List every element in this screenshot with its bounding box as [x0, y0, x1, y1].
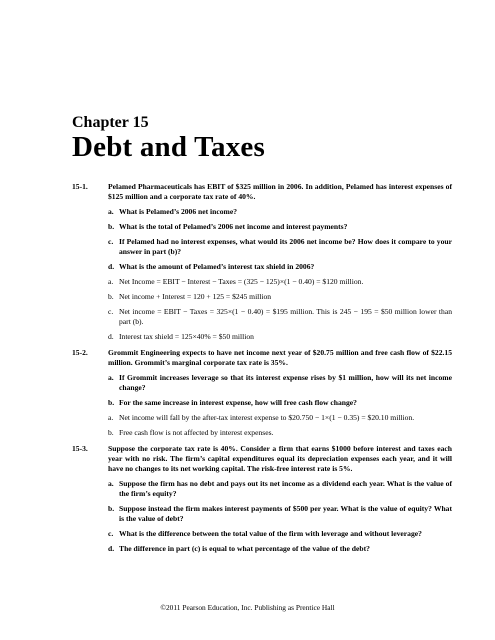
problem-statement: Pelamed Pharmaceuticals has EBIT of $325 million in 2006. In addition, Pelamed has interest expenses of $125 million and a corporate tax rate of 40%. [108, 182, 452, 202]
question-text: If Pelamed had no interest expenses, what would its 2006 net income be? How does it compare to your answer in part (b)? [119, 237, 452, 257]
question-label: d. [108, 544, 115, 554]
question [108, 529, 452, 539]
answer [108, 332, 452, 342]
answer [108, 428, 452, 438]
question-text: What is the difference between the total value of the firm with leverage and without leverage? [119, 529, 422, 539]
question-text: What is the total of Pelamed’s 2006 net income and interest payments? [119, 222, 348, 232]
question [108, 504, 452, 524]
answer-label: c. [108, 307, 114, 317]
question [108, 373, 452, 393]
question [108, 207, 452, 217]
answer-text: Net income = EBIT − Taxes = 325×(1 − 0.40) = $195 million. This is 245 − 195 = $50 million lower than part (b). [119, 307, 452, 327]
problem-statement: Grommit Engineering expects to have net income next year of $20.75 million and free cash flow of $22.15 million. Grommit’s marginal corporate tax rate is 35%. [108, 348, 452, 368]
answer-text: Free cash flow is not affected by interest expenses. [119, 428, 274, 438]
problems-list [72, 182, 452, 560]
question-text: What is the amount of Pelamed’s interest tax shield in 2006? [119, 262, 315, 272]
question-label: d. [108, 262, 115, 272]
question [108, 262, 452, 272]
problem-statement: Suppose the corporate tax rate is 40%. Consider a firm that earns $1000 before interest and taxes each year with no risk. The firm’s capital expenditures equal its depreciation expenses each year, and it will have no changes to its net working capital. The risk-free interest rate is 5%. [108, 444, 452, 474]
problem-number: 15-2. [72, 348, 88, 358]
question-label: a. [108, 373, 114, 383]
question-text: If Grommit increases leverage so that its interest expense rises by $1 million, how will its net income change? [119, 373, 452, 393]
question-label: b. [108, 504, 115, 514]
question-text: Suppose instead the firm makes interest payments of $500 per year. What is the value of equity? What is the value of debt? [119, 504, 452, 524]
question [108, 222, 452, 232]
answer-label: a. [108, 413, 114, 423]
chapter-label: Chapter 15 [72, 114, 149, 131]
question-text: What is Pelamed’s 2006 net income? [119, 207, 238, 217]
problem [72, 444, 452, 554]
question-label: b. [108, 398, 115, 408]
answer [108, 277, 452, 287]
answer [108, 292, 452, 302]
question-label: c. [108, 529, 114, 539]
question-text: Suppose the firm has no debt and pays out its net income as a dividend each year. What is the value of the firm’s equity? [119, 479, 452, 499]
answer [108, 307, 452, 327]
answer-text: Net Income = EBIT − Interest − Taxes = (325 − 125)×(1 − 0.40) = $120 million. [119, 277, 364, 287]
question-text: For the same increase in interest expense, how will free cash flow change? [119, 398, 357, 408]
question [108, 544, 452, 554]
question-label: a. [108, 207, 114, 217]
question [108, 479, 452, 499]
question-label: a. [108, 479, 114, 489]
question-label: b. [108, 222, 115, 232]
answer-label: b. [108, 292, 114, 302]
problem [72, 348, 452, 438]
problem [72, 182, 452, 342]
page-footer: ©2011 Pearson Education, Inc. Publishing as Prentice Hall [160, 603, 335, 612]
question-text: The difference in part (c) is equal to what percentage of the value of the debt? [119, 544, 370, 554]
problem-number: 15-3. [72, 444, 88, 454]
answer-text: Net income will fall by the after-tax interest expense to $20.750 − 1×(1 − 0.35) = $20.10 million. [119, 413, 415, 423]
answer [108, 413, 452, 423]
question-label: c. [108, 237, 114, 247]
answer-text: Net income + Interest = 120 + 125 = $245 million [119, 292, 272, 302]
answer-label: d. [108, 332, 114, 342]
answer-text: Interest tax shield = 125×40% = $50 million [119, 332, 254, 342]
answer-label: a. [108, 277, 114, 287]
answer-label: b. [108, 428, 114, 438]
question [108, 237, 452, 257]
chapter-title: Debt and Taxes [72, 131, 265, 163]
question [108, 398, 452, 408]
problem-number: 15-1. [72, 182, 88, 191]
